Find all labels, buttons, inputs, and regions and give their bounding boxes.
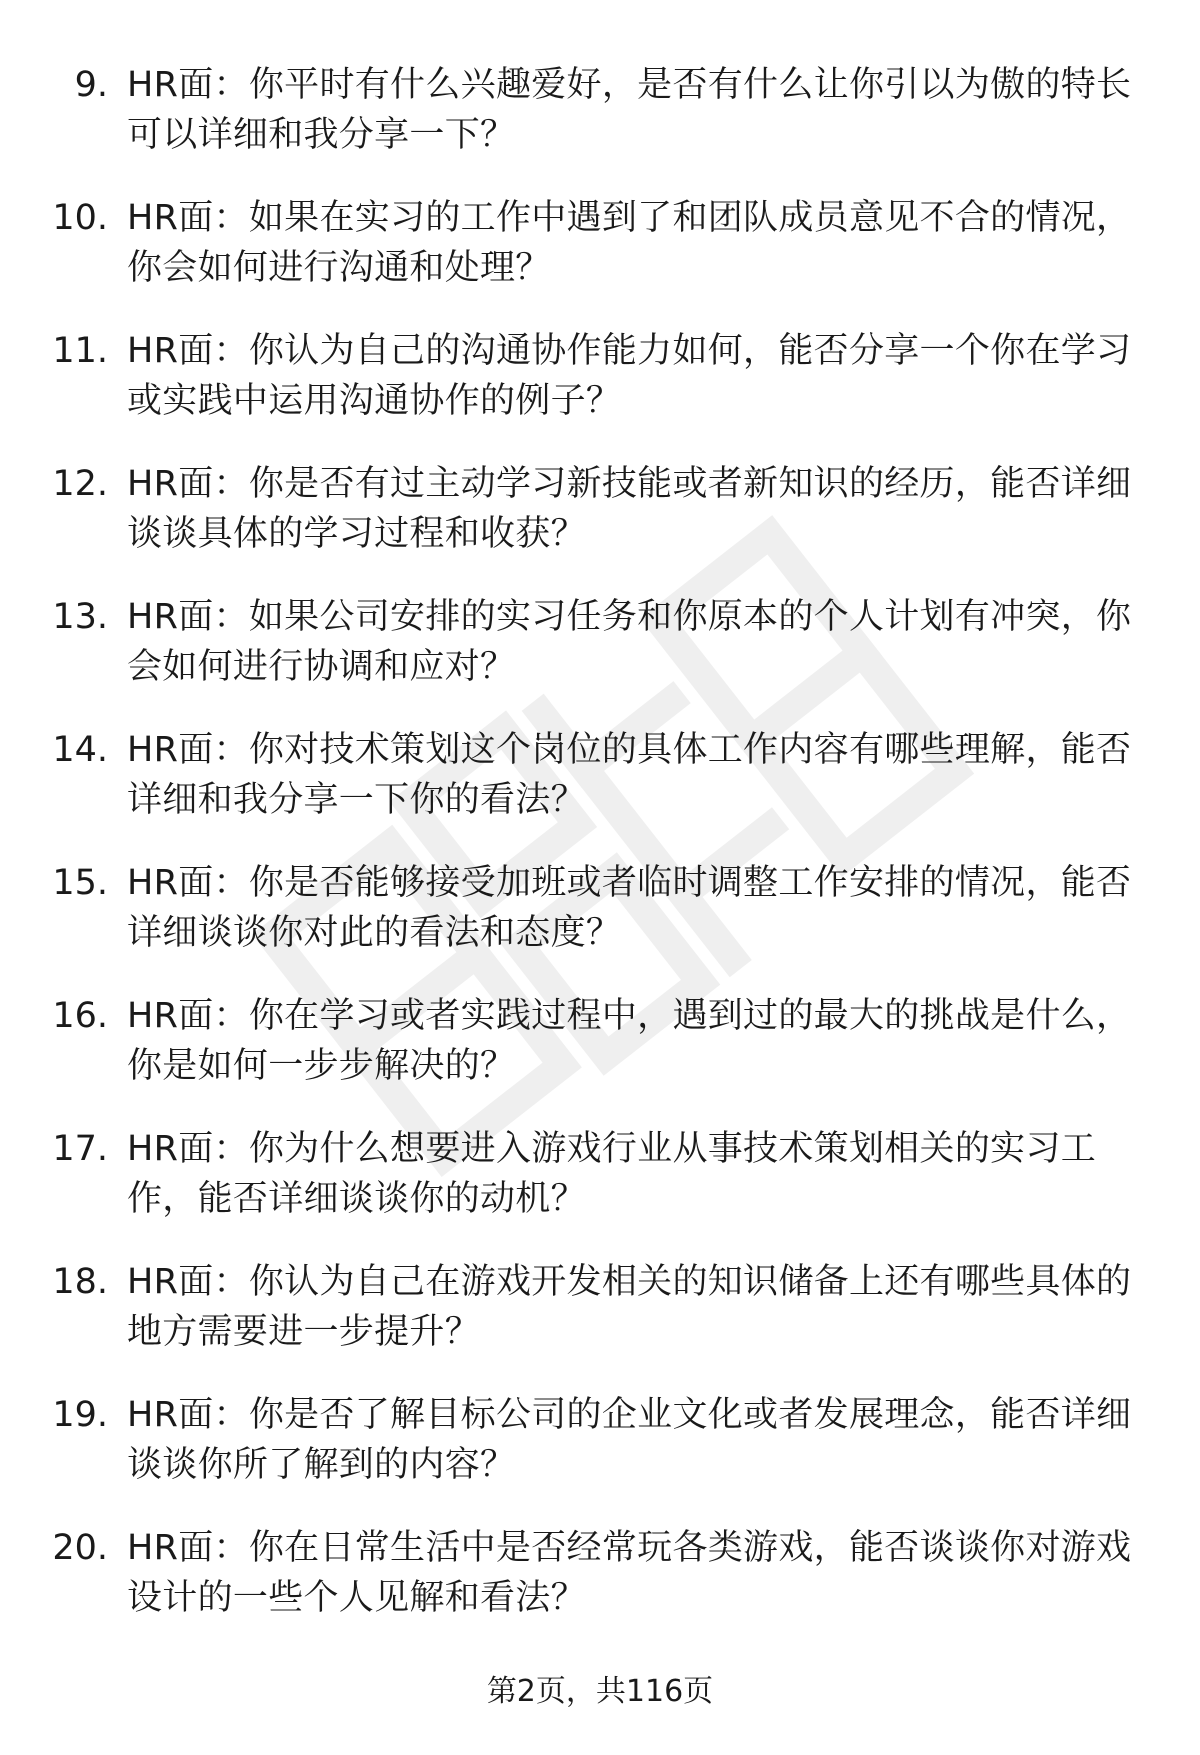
question-line: 你会如何进行沟通和处理？ (127, 248, 551, 288)
question-number: 15. (52, 863, 108, 903)
question-line: HR面：你是否能够接受加班或者临时调整工作安排的情况，能否 (127, 863, 1132, 903)
list-item (0, 858, 1200, 991)
question-text (127, 1390, 1177, 1490)
list-item (0, 193, 1200, 326)
question-line: HR面：你为什么想要进入游戏行业从事技术策划相关的实习工 (127, 1129, 1097, 1169)
question-line: 你是如何一步步解决的？ (127, 1046, 516, 1086)
question-line: HR面：如果公司安排的实习任务和你原本的个人计划有冲突，你 (127, 597, 1132, 637)
question-number: 18. (52, 1262, 108, 1302)
question-line: HR面：你是否有过主动学习新技能或者新知识的经历，能否详细 (127, 464, 1132, 504)
question-line: 设计的一些个人见解和看法？ (127, 1578, 586, 1618)
question-text (127, 725, 1177, 825)
question-line: 会如何进行协调和应对？ (127, 647, 516, 687)
page-footer: 第2页，共116页 (486, 1674, 714, 1709)
question-line: HR面：你认为自己在游戏开发相关的知识储备上还有哪些具体的 (127, 1262, 1132, 1302)
list-item (0, 459, 1200, 592)
question-line: 详细和我分享一下你的看法？ (127, 780, 586, 820)
question-line: HR面：你在日常生活中是否经常玩各类游戏，能否谈谈你对游戏 (127, 1528, 1132, 1568)
question-line: HR面：你在学习或者实践过程中，遇到过的最大的挑战是什么， (127, 996, 1132, 1036)
question-line: 可以详细和我分享一下？ (127, 115, 516, 155)
question-line: 作，能否详细谈谈你的动机？ (127, 1179, 586, 1219)
list-item (0, 1124, 1200, 1257)
question-text (127, 1523, 1177, 1623)
question-text (127, 193, 1177, 293)
list-item (0, 592, 1200, 725)
question-number: 16. (52, 996, 108, 1036)
question-text (127, 858, 1177, 958)
question-line: 详细谈谈你对此的看法和态度？ (127, 913, 622, 953)
question-number: 14. (52, 730, 108, 770)
question-text (127, 60, 1177, 160)
list-item (0, 60, 1200, 193)
question-line: 谈谈具体的学习过程和收获？ (127, 514, 586, 554)
question-text (127, 991, 1177, 1091)
question-line: HR面：你认为自己的沟通协作能力如何，能否分享一个你在学习 (127, 331, 1132, 371)
question-number: 9. (74, 65, 108, 105)
question-list (0, 60, 1200, 1656)
question-line: 谈谈你所了解到的内容？ (127, 1445, 516, 1485)
question-line: HR面：你是否了解目标公司的企业文化或者发展理念，能否详细 (127, 1395, 1132, 1435)
question-text (127, 592, 1177, 692)
list-item (0, 991, 1200, 1124)
question-number: 13. (52, 597, 108, 637)
question-number: 10. (52, 198, 108, 238)
question-text (127, 459, 1177, 559)
question-text (127, 326, 1177, 426)
question-text (127, 1257, 1177, 1357)
question-line: 或实践中运用沟通协作的例子？ (127, 381, 622, 421)
list-item (0, 326, 1200, 459)
question-number: 11. (52, 331, 108, 371)
question-number: 19. (52, 1395, 108, 1435)
question-number: 20. (52, 1528, 108, 1568)
list-item (0, 1523, 1200, 1656)
list-item (0, 725, 1200, 858)
question-text (127, 1124, 1177, 1224)
list-item (0, 1390, 1200, 1523)
question-number: 12. (52, 464, 108, 504)
question-line: HR面：如果在实习的工作中遇到了和团队成员意见不合的情况， (127, 198, 1132, 238)
question-line: 地方需要进一步提升？ (127, 1312, 481, 1352)
question-line: HR面：你平时有什么兴趣爱好，是否有什么让你引以为傲的特长 (127, 65, 1132, 105)
question-number: 17. (52, 1129, 108, 1169)
question-line: HR面：你对技术策划这个岗位的具体工作内容有哪些理解，能否 (127, 730, 1132, 770)
list-item (0, 1257, 1200, 1390)
